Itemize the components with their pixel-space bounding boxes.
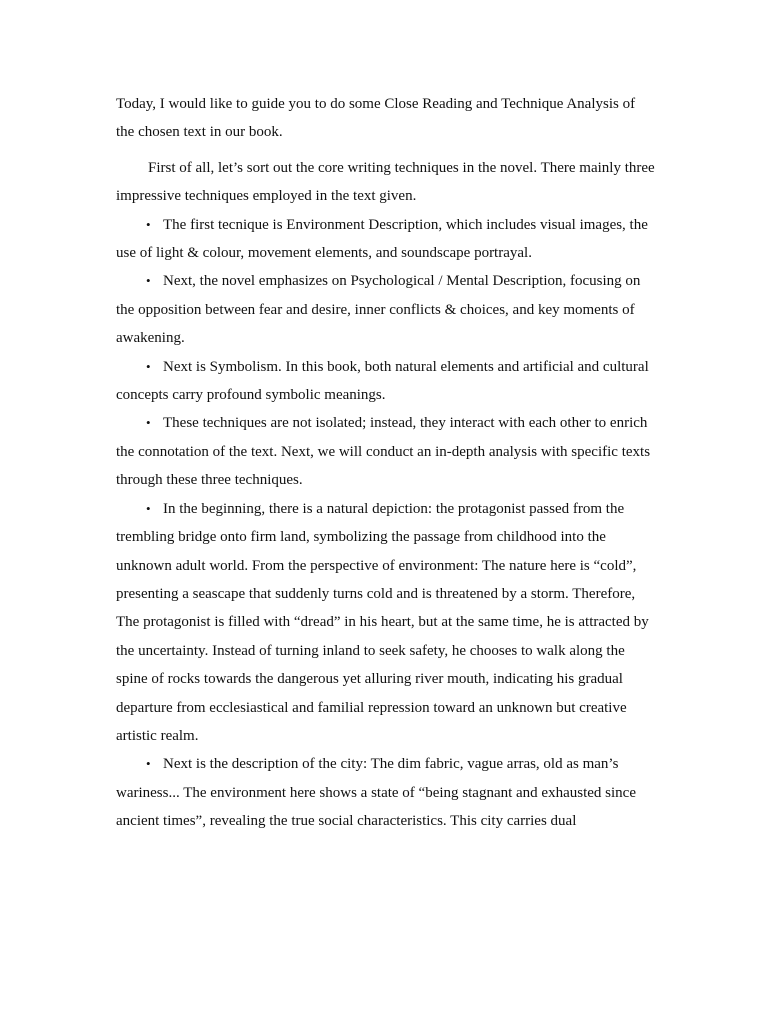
bullet-text: In the beginning, there is a natural depiction: the protagonist passed from the trembling bridge onto firm land, symbolizing the passage from childhood into the unknown adult world. From the perspective of environment: The nature here is “cold”, presenting a seascape that suddenly turns cold and is threatened by a storm. Therefore, The protagonist is filled with “dread” in his heart, but at the same time, he is attracted by the uncertainty. Instead of turning inland to seek safety, he chooses to walk along the spine of rocks towards the dangerous yet alluring river mouth, indicating his gradual departure from ecclesiastical and familial repression toward an unknown but creative artistic realm. bbox=[116, 500, 649, 744]
bullet-text: The first tecnique is Environment Description, which includes visual images, the use of light & colour, movement elements, and soundscape portrayal. bbox=[116, 216, 648, 262]
bullet-text: Next is the description of the city: The dim fabric, vague arras, old as man’s wariness... The environment here shows a state of “being stagnant and exhausted since ancient times”, revealing the true social characteristics. This city carries dual bbox=[116, 756, 636, 830]
bullet-text: Next, the novel emphasizes on Psychological / Mental Description, focusing on the opposition between fear and desire, inner conflicts & choices, and key moments of awakening. bbox=[116, 273, 641, 347]
analysis-bullet-city bbox=[116, 750, 656, 835]
bullet-item-environment bbox=[116, 211, 656, 268]
bullet-item-interaction bbox=[116, 409, 656, 494]
bullet-icon: • bbox=[146, 415, 151, 431]
bullet-icon: • bbox=[146, 500, 151, 516]
bullet-text: Next is Symbolism. In this book, both natural elements and artificial and cultural concepts carry profound symbolic meanings. bbox=[116, 358, 649, 404]
analysis-bullet-beginning bbox=[116, 495, 656, 751]
bullet-icon: • bbox=[146, 216, 151, 232]
bullet-text: These techniques are not isolated; instead, they interact with each other to enrich the connotation of the text. Next, we will conduct an in-depth analysis with specific texts through these three techniques. bbox=[116, 415, 651, 489]
bullet-icon: • bbox=[146, 358, 151, 374]
bullet-icon: • bbox=[146, 273, 151, 289]
bullet-item-psychological bbox=[116, 267, 656, 352]
intro-paragraph: Today, I would like to guide you to do some Close Reading and Technique Analysis of the chosen text in our book. bbox=[116, 96, 636, 141]
bullet-item-symbolism bbox=[116, 353, 656, 410]
bullet-icon: • bbox=[146, 756, 151, 772]
document-page bbox=[116, 90, 656, 836]
techniques-paragraph: First of all, let’s sort out the core writing techniques in the novel. There mainly three impressive techniques employed in the text given. bbox=[116, 159, 655, 205]
